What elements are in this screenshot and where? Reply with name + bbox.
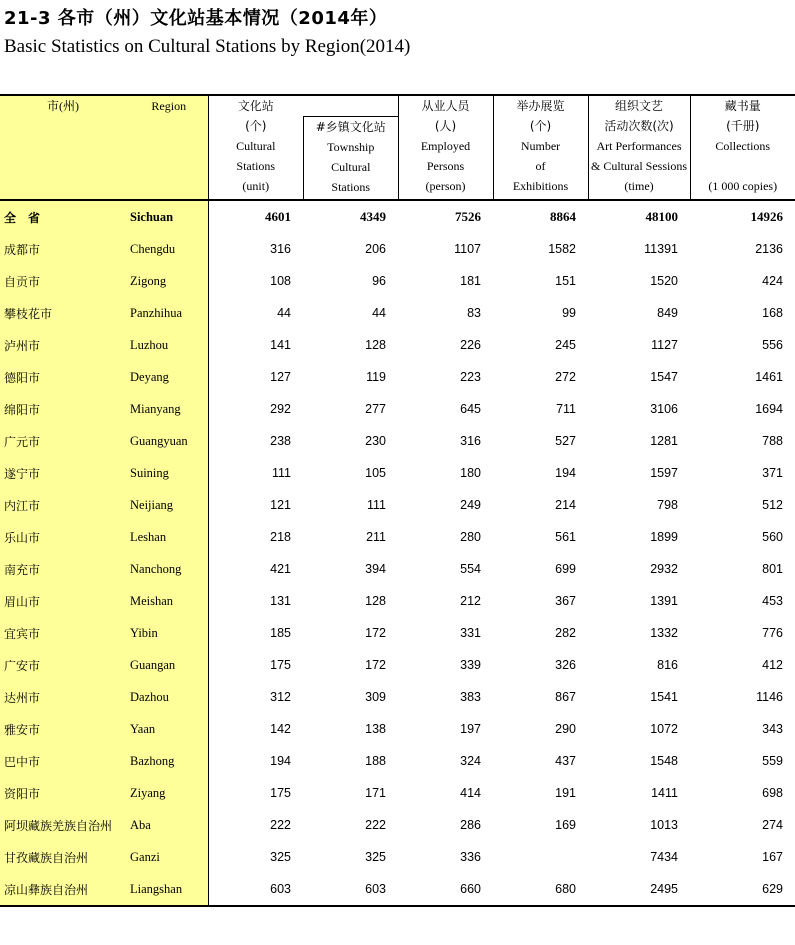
table-row xyxy=(0,745,795,777)
township-value: 211 xyxy=(366,530,386,544)
region-name: Ziyang xyxy=(122,777,208,809)
city-name: 绵阳市 xyxy=(0,393,122,425)
stations-value: 222 xyxy=(270,818,291,832)
township-value: 128 xyxy=(365,338,386,352)
collections-value: 698 xyxy=(762,786,783,800)
exhibitions-value: 191 xyxy=(555,786,576,800)
table-row xyxy=(0,585,795,617)
employed-value: 316 xyxy=(460,434,481,448)
stations-value: 44 xyxy=(277,306,291,320)
collections-value: 801 xyxy=(762,562,783,576)
stations-value: 108 xyxy=(270,274,291,288)
township-value: 138 xyxy=(365,722,386,736)
region-name: Aba xyxy=(122,809,208,841)
stations-value: 111 xyxy=(271,466,291,480)
township-value: 188 xyxy=(365,754,386,768)
performances-value: 1072 xyxy=(650,722,678,736)
table-row xyxy=(0,425,795,457)
stations-value: 316 xyxy=(270,242,291,256)
region-name: Meishan xyxy=(122,585,208,617)
exhibitions-value: 437 xyxy=(555,754,576,768)
stations-value: 218 xyxy=(270,530,291,544)
header-collections: 藏书量 (千册) Collections (1 000 copies) xyxy=(690,95,795,200)
region-name: Liangshan xyxy=(122,873,208,906)
employed-value: 181 xyxy=(460,274,481,288)
exhibitions-value: 680 xyxy=(493,873,588,906)
city-name: 巴中市 xyxy=(0,745,122,777)
employed-value: 324 xyxy=(460,754,481,768)
city-name: 达州市 xyxy=(0,681,122,713)
city-name: 乐山市 xyxy=(0,521,122,553)
exhibitions-value: 245 xyxy=(555,338,576,352)
township-value: 4349 xyxy=(360,209,386,224)
table-row xyxy=(0,329,795,361)
city-name: 成都市 xyxy=(0,233,122,265)
township-value: 119 xyxy=(366,370,386,384)
performances-value: 2495 xyxy=(588,873,690,906)
region-name: Luzhou xyxy=(122,329,208,361)
performances-value: 1013 xyxy=(650,818,678,832)
city-name: 甘孜藏族自治州 xyxy=(0,841,122,873)
township-value: 128 xyxy=(365,594,386,608)
township-value: 325 xyxy=(365,850,386,864)
region-name: Nanchong xyxy=(122,553,208,585)
header-employed: 从业人员 (人) Employed Persons (person) xyxy=(398,95,493,200)
stations-value: 175 xyxy=(270,658,291,672)
employed-value: 212 xyxy=(460,594,481,608)
performances-value: 1899 xyxy=(650,530,678,544)
table-header-row xyxy=(0,95,795,200)
table-row xyxy=(0,457,795,489)
table-row xyxy=(0,809,795,841)
exhibitions-value: 326 xyxy=(555,658,576,672)
township-value: 96 xyxy=(372,274,386,288)
performances-value: 48100 xyxy=(645,209,678,224)
stations-value: 131 xyxy=(270,594,291,608)
exhibitions-value: 169 xyxy=(555,818,576,832)
collections-value: 559 xyxy=(762,754,783,768)
city-name: 资阳市 xyxy=(0,777,122,809)
table-row xyxy=(0,617,795,649)
employed-value: 286 xyxy=(460,818,481,832)
city-name: 内江市 xyxy=(0,489,122,521)
employed-value: 249 xyxy=(460,498,481,512)
region-name: Sichuan xyxy=(122,200,208,233)
exhibitions-value: 527 xyxy=(555,434,576,448)
collections-value: 343 xyxy=(762,722,783,736)
city-name: 阿坝藏族羌族自治州 xyxy=(0,809,122,841)
performances-value: 798 xyxy=(657,498,678,512)
employed-value: 331 xyxy=(460,626,481,640)
stations-value: 127 xyxy=(270,370,291,384)
employed-value: 197 xyxy=(460,722,481,736)
collections-value: 14926 xyxy=(750,209,783,224)
region-name: Yibin xyxy=(122,617,208,649)
stations-value: 141 xyxy=(270,338,291,352)
header-exhibitions: 举办展览 (个) Number of Exhibitions xyxy=(493,95,588,200)
performances-value: 3106 xyxy=(650,402,678,416)
region-name: Leshan xyxy=(122,521,208,553)
employed-value: 660 xyxy=(398,873,493,906)
header-region: Region xyxy=(122,95,208,200)
performances-value: 1411 xyxy=(651,786,678,800)
stations-value: 142 xyxy=(270,722,291,736)
stations-value: 194 xyxy=(270,754,291,768)
region-name: Yaan xyxy=(122,713,208,745)
header-township: #乡镇文化站 Township Cultural Stations xyxy=(303,95,398,200)
township-value: 230 xyxy=(365,434,386,448)
region-name: Panzhihua xyxy=(122,297,208,329)
township-value: 172 xyxy=(365,658,386,672)
table-row xyxy=(0,489,795,521)
collections-value: 168 xyxy=(762,306,783,320)
header-stations: 文化站 (个) Cultural Stations (unit) xyxy=(208,95,303,200)
township-value: 222 xyxy=(365,818,386,832)
employed-value: 645 xyxy=(460,402,481,416)
collections-value: 629 xyxy=(690,873,795,906)
collections-value: 424 xyxy=(762,274,783,288)
performances-value: 1127 xyxy=(651,338,678,352)
header-performances: 组织文艺 活动次数(次) Art Performances & Cultural Sessions (time) xyxy=(588,95,690,200)
collections-value: 776 xyxy=(762,626,783,640)
exhibitions-value: 561 xyxy=(555,530,576,544)
performances-value: 1281 xyxy=(650,434,678,448)
performances-value: 1391 xyxy=(650,594,678,608)
region-name: Ganzi xyxy=(122,841,208,873)
stations-value: 4601 xyxy=(265,209,291,224)
collections-value: 412 xyxy=(762,658,783,672)
table-row xyxy=(0,361,795,393)
collections-value: 2136 xyxy=(755,242,783,256)
township-value: 171 xyxy=(365,786,386,800)
performances-value: 1541 xyxy=(650,690,678,704)
header-city: 市(州) xyxy=(0,95,122,200)
township-value: 603 xyxy=(303,873,398,906)
city-name: 眉山市 xyxy=(0,585,122,617)
table-row xyxy=(0,713,795,745)
region-name: Guangan xyxy=(122,649,208,681)
stations-value: 312 xyxy=(270,690,291,704)
performances-value: 1547 xyxy=(650,370,678,384)
city-name: 自贡市 xyxy=(0,265,122,297)
performances-value: 1548 xyxy=(650,754,678,768)
employed-value: 554 xyxy=(460,562,481,576)
performances-value: 7434 xyxy=(650,850,678,864)
table-row xyxy=(0,649,795,681)
city-name: 凉山彝族自治州 xyxy=(0,873,122,906)
collections-value: 371 xyxy=(762,466,783,480)
table-row xyxy=(0,265,795,297)
table-row xyxy=(0,777,795,809)
region-name: Neijiang xyxy=(122,489,208,521)
region-name: Suining xyxy=(122,457,208,489)
city-name: 广安市 xyxy=(0,649,122,681)
collections-value: 453 xyxy=(762,594,783,608)
page-title-chinese: 21-3 各市（州）文化站基本情况（2014年） xyxy=(4,8,388,29)
region-name: Deyang xyxy=(122,361,208,393)
city-name: 广元市 xyxy=(0,425,122,457)
city-name: 德阳市 xyxy=(0,361,122,393)
collections-value: 788 xyxy=(762,434,783,448)
exhibitions-value: 1582 xyxy=(548,242,576,256)
employed-value: 336 xyxy=(460,850,481,864)
table-row xyxy=(0,297,795,329)
employed-value: 1107 xyxy=(454,242,481,256)
table-row xyxy=(0,553,795,585)
page-title-english: Basic Statistics on Cultural Stations by Region(2014) xyxy=(4,36,411,57)
exhibitions-value: 367 xyxy=(555,594,576,608)
region-name: Guangyuan xyxy=(122,425,208,457)
performances-value: 1332 xyxy=(650,626,678,640)
stations-value: 185 xyxy=(270,626,291,640)
region-name: Dazhou xyxy=(122,681,208,713)
stations-value: 175 xyxy=(270,786,291,800)
township-value: 309 xyxy=(365,690,386,704)
city-name: 遂宁市 xyxy=(0,457,122,489)
region-name: Bazhong xyxy=(122,745,208,777)
exhibitions-value: 214 xyxy=(555,498,576,512)
table-row xyxy=(0,873,795,906)
performances-value: 1597 xyxy=(650,466,678,480)
collections-value: 556 xyxy=(762,338,783,352)
stations-value: 121 xyxy=(270,498,291,512)
city-name: 攀枝花市 xyxy=(0,297,122,329)
employed-value: 226 xyxy=(460,338,481,352)
township-value: 394 xyxy=(365,562,386,576)
employed-value: 223 xyxy=(460,370,481,384)
region-name: Zigong xyxy=(122,265,208,297)
exhibitions-value: 194 xyxy=(555,466,576,480)
exhibitions-value: 151 xyxy=(555,274,576,288)
exhibitions-value: 867 xyxy=(555,690,576,704)
exhibitions-value: 272 xyxy=(555,370,576,384)
city-name: 南充市 xyxy=(0,553,122,585)
exhibitions-value: 290 xyxy=(555,722,576,736)
collections-value: 1694 xyxy=(755,402,783,416)
city-name: 全省 xyxy=(0,200,122,233)
exhibitions-value: 282 xyxy=(555,626,576,640)
performances-value: 2932 xyxy=(650,562,678,576)
table-row xyxy=(0,521,795,553)
city-name: 雅安市 xyxy=(0,713,122,745)
performances-value: 849 xyxy=(657,306,678,320)
table-row xyxy=(0,841,795,873)
table-row xyxy=(0,233,795,265)
exhibitions-value xyxy=(493,841,588,873)
stations-value: 603 xyxy=(208,873,303,906)
table-row xyxy=(0,681,795,713)
employed-value: 383 xyxy=(460,690,481,704)
employed-value: 83 xyxy=(467,306,481,320)
collections-value: 512 xyxy=(762,498,783,512)
region-name: Chengdu xyxy=(122,233,208,265)
exhibitions-value: 8864 xyxy=(550,209,576,224)
collections-value: 560 xyxy=(762,530,783,544)
performances-value: 11391 xyxy=(644,242,678,256)
city-name: 泸州市 xyxy=(0,329,122,361)
table-row-total xyxy=(0,200,795,233)
collections-value: 1146 xyxy=(756,690,783,704)
township-value: 206 xyxy=(365,242,386,256)
statistics-table xyxy=(0,94,795,907)
stations-value: 238 xyxy=(270,434,291,448)
city-name: 宜宾市 xyxy=(0,617,122,649)
collections-value: 274 xyxy=(762,818,783,832)
employed-value: 280 xyxy=(460,530,481,544)
table-row xyxy=(0,393,795,425)
employed-value: 339 xyxy=(460,658,481,672)
performances-value: 1520 xyxy=(650,274,678,288)
employed-value: 414 xyxy=(460,786,481,800)
region-name: Mianyang xyxy=(122,393,208,425)
township-value: 111 xyxy=(366,498,386,512)
exhibitions-value: 99 xyxy=(562,306,576,320)
collections-value: 1461 xyxy=(755,370,783,384)
exhibitions-value: 699 xyxy=(555,562,576,576)
collections-value: 167 xyxy=(762,850,783,864)
performances-value: 816 xyxy=(657,658,678,672)
employed-value: 7526 xyxy=(455,209,481,224)
stations-value: 325 xyxy=(270,850,291,864)
township-value: 172 xyxy=(365,626,386,640)
stations-value: 292 xyxy=(270,402,291,416)
stations-value: 421 xyxy=(270,562,291,576)
township-value: 105 xyxy=(365,466,386,480)
exhibitions-value: 711 xyxy=(556,402,576,416)
township-value: 44 xyxy=(372,306,386,320)
township-value: 277 xyxy=(365,402,386,416)
employed-value: 180 xyxy=(460,466,481,480)
